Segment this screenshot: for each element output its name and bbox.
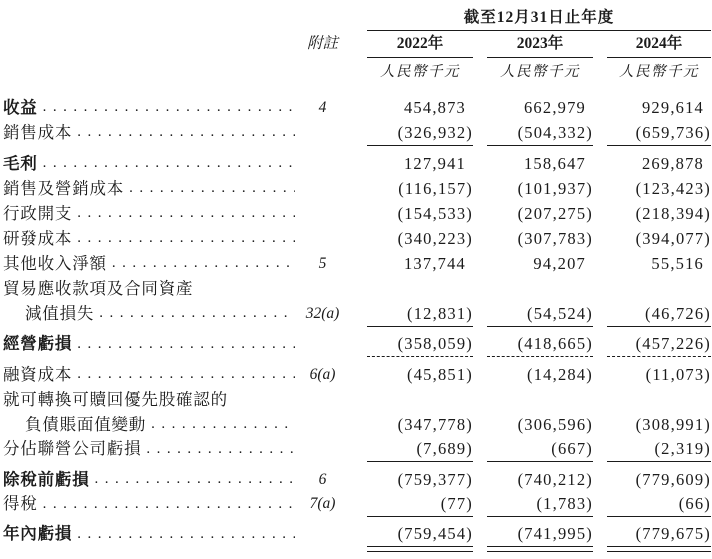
table-row-revenue [0, 95, 712, 120]
period-title: 截至12月31日止年度 [367, 8, 711, 31]
value-2022: (326,932) [397, 123, 473, 142]
year-header-2022: 2022年 [367, 31, 473, 58]
note-ref [295, 120, 350, 145]
value-2024: (123,423) [635, 179, 711, 198]
table-row-impairment-losses [0, 301, 712, 326]
column-gap [473, 31, 487, 58]
value-2023: (14,284) [527, 365, 593, 384]
note-ref [295, 176, 350, 201]
note-ref: 6(a) [309, 366, 336, 383]
value-2022: (759,377) [397, 470, 473, 489]
row-label: 得稅 [3, 494, 38, 513]
value-2024: (218,394) [635, 204, 711, 223]
row-label: 除稅前虧損 [3, 470, 90, 489]
value-2024: 269,878 [641, 154, 704, 173]
value-2022: (77) [440, 494, 473, 513]
value-2023: (740,212) [517, 470, 593, 489]
table-row-preferred-shares-group-label [0, 387, 712, 412]
dot-leader [72, 120, 295, 145]
value-2023: 158,647 [523, 154, 586, 173]
table-row-operating-loss [0, 332, 712, 356]
year-header-2024: 2024年 [607, 31, 711, 58]
year-header-row [0, 31, 712, 58]
note-ref [295, 412, 350, 437]
row-label: 研發成本 [3, 229, 73, 248]
note-ref [295, 522, 350, 546]
note-ref [295, 226, 350, 251]
value-2024: (457,226) [635, 334, 711, 353]
dot-leader [90, 467, 296, 492]
row-label: 經營虧損 [3, 334, 73, 353]
value-2023: (667) [551, 439, 593, 458]
value-2024: (394,077) [635, 229, 711, 248]
row-label: 負債賬面值變動 [25, 415, 147, 434]
value-2023: 94,207 [533, 254, 586, 273]
note-ref: 6 [318, 471, 327, 488]
dot-leader [124, 176, 295, 201]
value-2024: (66) [678, 494, 711, 513]
dot-leader [38, 151, 295, 176]
table-row-gross-profit [0, 151, 712, 176]
note-ref: 5 [318, 255, 327, 272]
table-row-income-tax [0, 492, 712, 516]
value-2022: (116,157) [398, 179, 473, 198]
header-spacer [0, 31, 295, 58]
row-label: 分佔聯營公司虧損 [3, 439, 142, 458]
value-2024: 55,516 [651, 254, 704, 273]
dot-leader [72, 362, 295, 387]
note-ref: 32(a) [305, 305, 340, 322]
value-2023: (101,937) [517, 179, 593, 198]
note-ref [295, 151, 350, 176]
value-2022: (340,223) [397, 229, 473, 248]
table-row-cost-of-sales [0, 120, 712, 145]
value-2023: (1,783) [536, 494, 593, 513]
value-2022: (45,851) [407, 365, 473, 384]
column-gap [473, 58, 487, 88]
header-spacer [0, 58, 367, 88]
note-ref: 4 [318, 99, 327, 116]
value-2022: 137,744 [403, 254, 466, 273]
header-spacer [0, 8, 367, 31]
row-label: 其他收入淨額 [3, 254, 107, 273]
value-2023: (307,783) [517, 229, 593, 248]
row-label: 融資成本 [3, 365, 73, 384]
currency-unit-row [0, 58, 712, 88]
statement-table [0, 95, 712, 553]
unit-label-2022: 人民幣千元 [380, 64, 460, 80]
table-row-impairment-group-label [0, 276, 712, 301]
dot-leader [72, 522, 295, 546]
dot-leader [72, 201, 295, 226]
table-row-admin-expenses [0, 201, 712, 226]
dot-leader [38, 95, 295, 120]
row-label: 毛利 [3, 154, 38, 173]
note-ref: 7(a) [309, 495, 336, 512]
note-ref [295, 332, 350, 356]
value-2024: (779,675) [635, 524, 711, 543]
dot-leader [146, 412, 295, 437]
row-label: 收益 [3, 98, 38, 117]
total-double-rule [0, 546, 712, 553]
table-row-finance-costs [0, 362, 712, 387]
table-row-rd-costs [0, 226, 712, 251]
dot-leader [107, 251, 295, 276]
value-2023: (504,332) [517, 123, 593, 142]
dot-leader [72, 226, 295, 251]
row-label: 行政開支 [3, 204, 73, 223]
column-gap [593, 31, 607, 58]
value-2024: (46,726) [645, 304, 711, 323]
value-2024: (2,319) [654, 439, 711, 458]
year-header-2023: 2023年 [487, 31, 593, 58]
row-label: 年內虧損 [3, 524, 73, 543]
value-2022: 454,873 [403, 98, 466, 117]
value-2022: (759,454) [397, 524, 473, 543]
row-label: 貿易應收款項及合同資產 [3, 279, 194, 298]
note-ref [295, 201, 350, 226]
column-gap [350, 31, 367, 58]
value-2023: (207,275) [517, 204, 593, 223]
row-label: 減值損失 [25, 304, 95, 323]
value-2024: (11,073) [645, 365, 711, 384]
table-row-selling-marketing [0, 176, 712, 201]
value-2022: (154,533) [397, 204, 473, 223]
value-2024: (659,736) [635, 123, 711, 142]
period-header-row [0, 8, 712, 31]
value-2022: (347,778) [397, 415, 473, 434]
value-2023: (741,995) [517, 524, 593, 543]
value-2024: (779,609) [635, 470, 711, 489]
value-2022: 127,941 [403, 154, 466, 173]
note-ref [295, 437, 350, 461]
value-2022: (358,059) [397, 334, 473, 353]
value-2024: 929,614 [641, 98, 704, 117]
dot-leader [94, 301, 295, 326]
column-gap [593, 58, 607, 88]
table-row-loss-for-year [0, 522, 712, 546]
table-row-share-of-associates-losses [0, 437, 712, 461]
value-2022: (12,831) [407, 304, 473, 323]
value-2023: 662,979 [523, 98, 586, 117]
table-row-liability-carrying-value-change [0, 412, 712, 437]
note-column-header: 附註 [306, 35, 338, 52]
unit-label-2023: 人民幣千元 [500, 64, 580, 80]
table-row-other-income [0, 251, 712, 276]
dot-leader [72, 332, 295, 356]
value-2023: (418,665) [517, 334, 593, 353]
value-2023: (306,596) [517, 415, 593, 434]
row-label: 銷售成本 [3, 123, 73, 142]
value-2022: (7,689) [416, 439, 473, 458]
value-2023: (54,524) [527, 304, 593, 323]
unit-label-2024: 人民幣千元 [619, 64, 699, 80]
dot-leader [38, 492, 295, 516]
dot-leader [141, 437, 295, 461]
row-label: 銷售及營銷成本 [3, 179, 125, 198]
value-2024: (308,991) [635, 415, 711, 434]
table-row-loss-before-tax [0, 467, 712, 492]
row-label: 就可轉換可贖回優先股確認的 [3, 390, 228, 409]
